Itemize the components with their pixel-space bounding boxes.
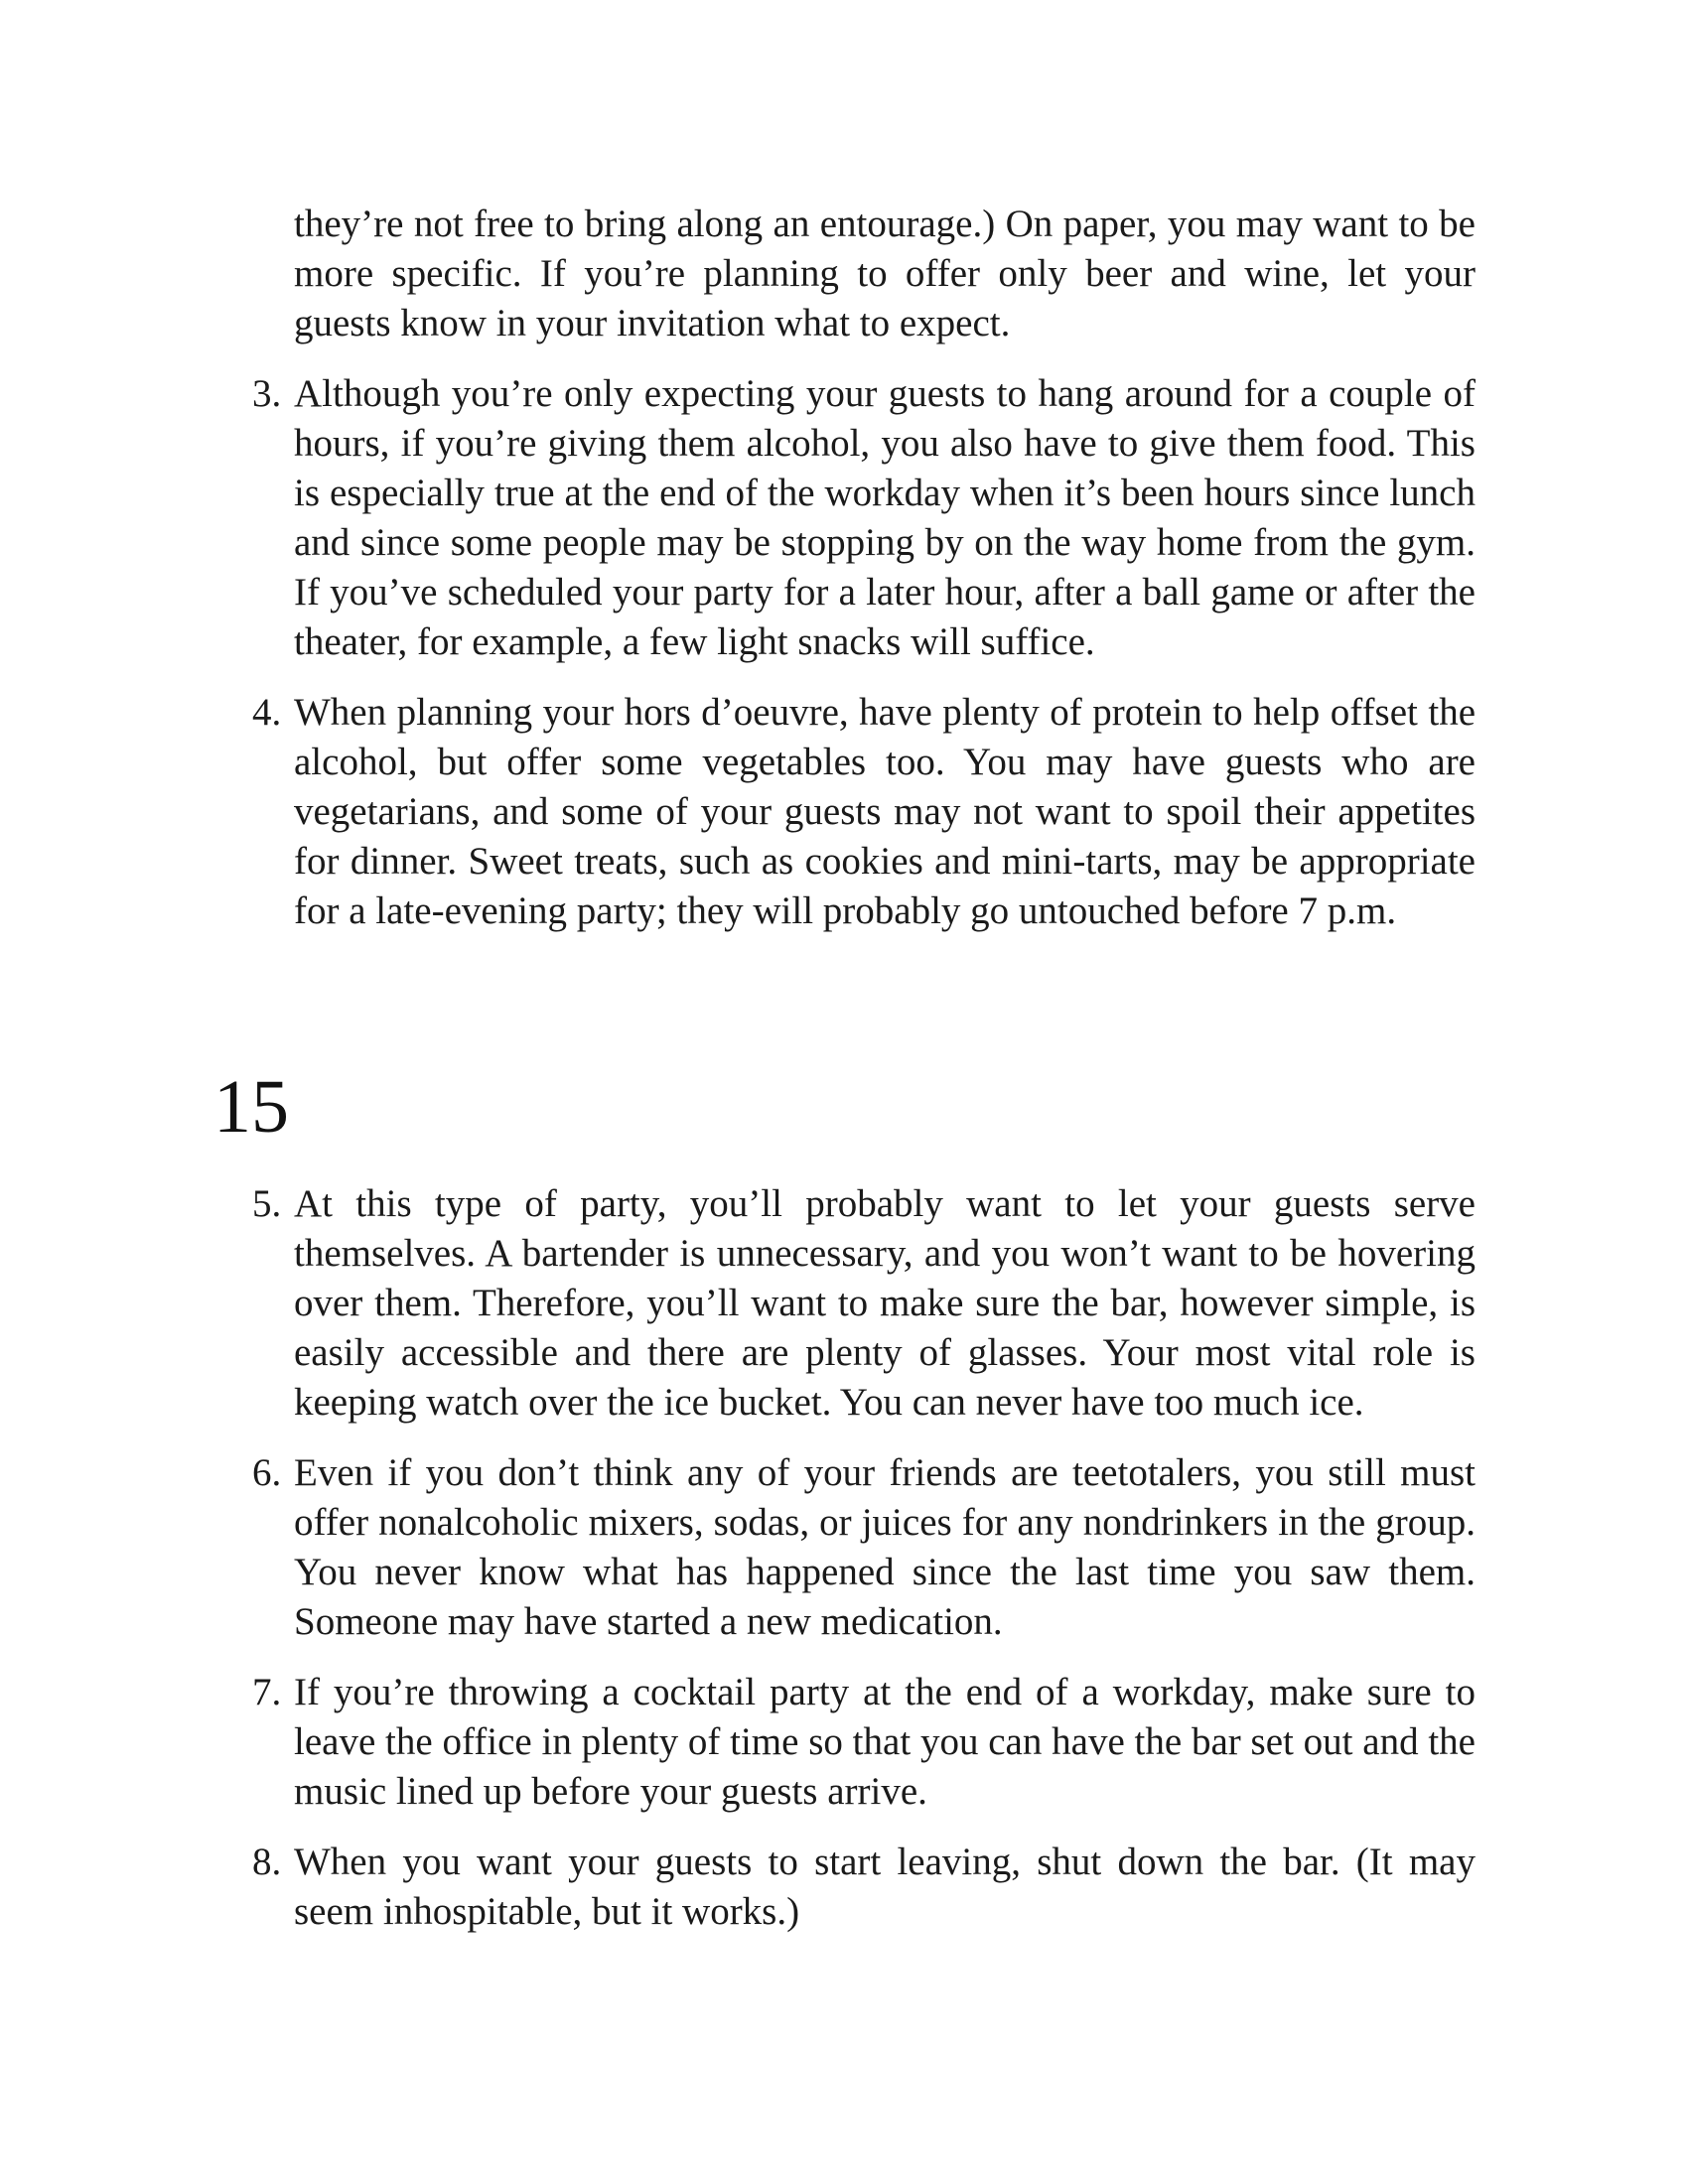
list-item xyxy=(252,369,1476,667)
list-item-number: 8. xyxy=(252,1841,282,1883)
continuation-paragraph: they’re not free to bring along an entourage.) On paper, you may want to be more specific. If you’re planning to offer only beer and wine, let your guests know in your invitation what to expect. xyxy=(294,203,1476,344)
list-item xyxy=(252,1179,1476,1428)
list-item-text: Even if you don’t think any of your friends are teetotalers, you still must offer nonalcoholic mixers, sodas, or juices for any nondrinkers in the group. You never know what has happened since the last time you saw them. Someone may have started a new medication. xyxy=(294,1451,1476,1643)
list-item-number: 6. xyxy=(252,1451,282,1494)
numbered-list-bottom xyxy=(252,1179,1476,1958)
list-item-number: 5. xyxy=(252,1182,282,1225)
page-number: 15 xyxy=(213,1065,289,1149)
list-item xyxy=(252,688,1476,936)
list-item-text: At this type of party, you’ll probably want to let your guests serve themselves. A bartender is unnecessary, and you won’t want to be hovering over them. Therefore, you’ll want to make sure the bar, however simple, is easily accessible and there are plenty of glasses. Your most vital role is keeping watch over the ice bucket. You can never have too much ice. xyxy=(294,1182,1476,1424)
list-item-text: If you’re throwing a cocktail party at the end of a workday, make sure to leave the office in plenty of time so that you can have the bar set out and the music lined up before your guests arrive. xyxy=(294,1671,1476,1813)
list-item-number: 7. xyxy=(252,1671,282,1713)
list-item xyxy=(252,1668,1476,1817)
list-item-number: 4. xyxy=(252,691,282,734)
list-item xyxy=(252,1838,1476,1937)
numbered-list-top xyxy=(252,369,1476,957)
list-item-text: When you want your guests to start leaving, shut down the bar. (It may seem inhospitable, but it works.) xyxy=(294,1841,1476,1933)
list-item-text: Although you’re only expecting your guests to hang around for a couple of hours, if you’re giving them alcohol, you also have to give them food. This is especially true at the end of the workday when it’s been hours since lunch and since some people may be stopping by on the way home from the gym. If you’ve scheduled your party for a later hour, after a ball game or after the theater, for example, a few light snacks will suffice. xyxy=(294,372,1476,663)
list-item-number: 3. xyxy=(252,372,282,415)
list-item-text: When planning your hors d’oeuvre, have plenty of protein to help offset the alcohol, but offer some vegetables too. You may have guests who are vegetarians, and some of your guests may not want to spoil their appetites for dinner. Sweet treats, such as cookies and mini-tarts, may be appropriate for a late-evening party; they will probably go untouched before 7 p.m. xyxy=(294,691,1476,932)
list-item xyxy=(252,1448,1476,1647)
